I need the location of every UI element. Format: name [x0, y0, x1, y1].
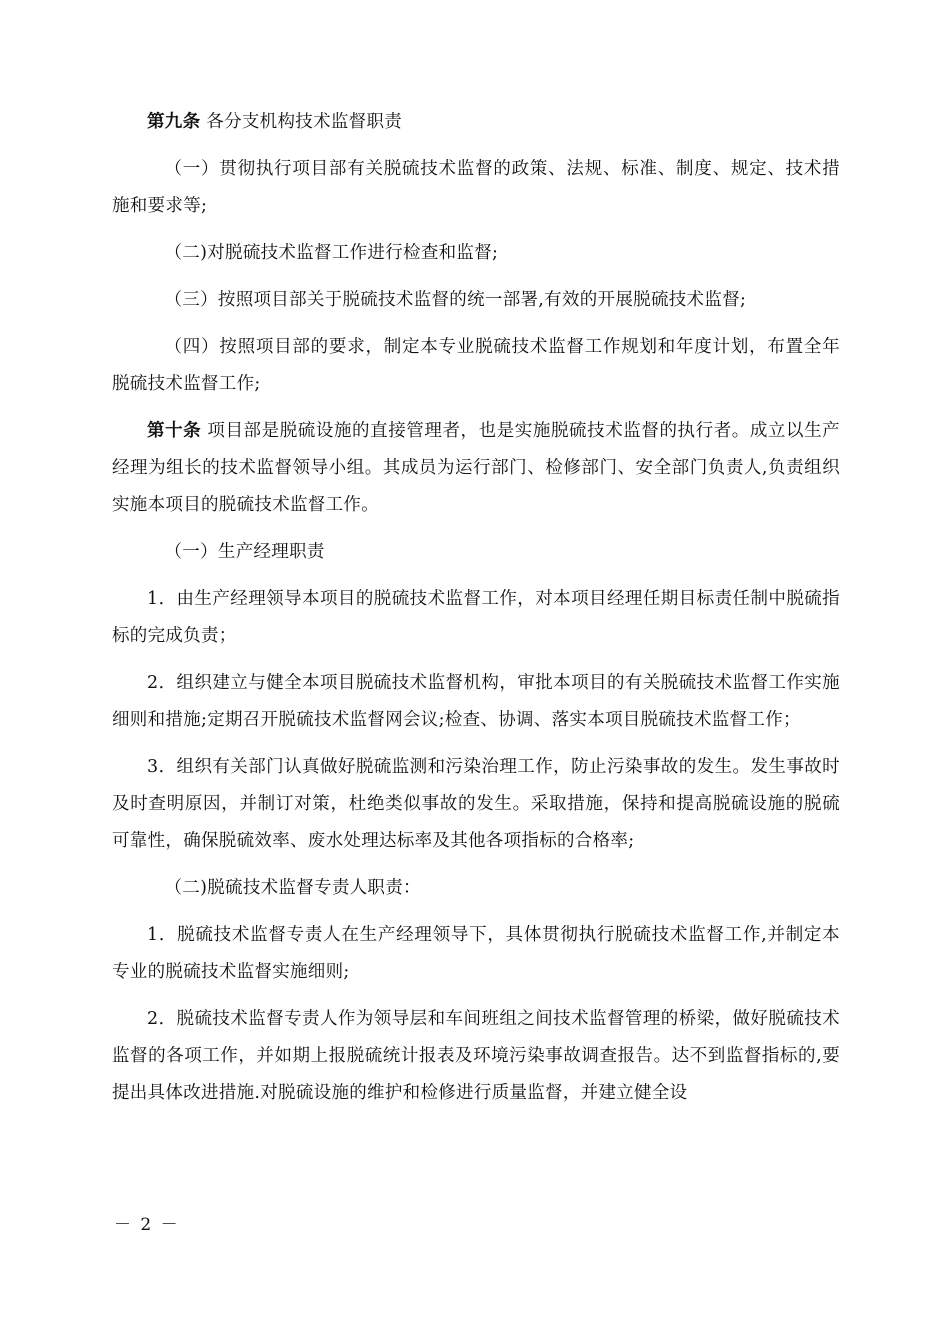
- article-9-text: 各分支机构技术监督职责: [200, 112, 403, 132]
- paragraph: （三）按照项目部关于脱硫技术监督的统一部署,有效的开展脱硫技术监督;: [164, 290, 747, 310]
- paragraph: 3．组织有关部门认真做好脱硫监测和污染治理工作，防止污染事故的发生。发生事故时及时查明原因，并制订对策，杜绝类似事故的发生。采取措施，保持和提高脱硫设施的脱硫可靠性，确保脱硫效率、废水处理达标率及其他各项指标的合格率;: [112, 757, 840, 851]
- article-10-title: [112, 413, 840, 524]
- paragraph: 1．脱硫技术监督专责人在生产经理领导下，具体贯彻执行脱硫技术监督工作,并制定本专业的脱硫技术监督实施细则;: [112, 925, 840, 982]
- document-body: [112, 104, 840, 1122]
- paragraph: 1．由生产经理领导本项目的脱硫技术监督工作，对本项目经理任期目标责任制中脱硫指标的完成负责；: [112, 589, 840, 646]
- paragraph: （二)对脱硫技术监督工作进行检查和监督;: [164, 243, 499, 263]
- page-number: － 2 －: [114, 1215, 180, 1235]
- section-heading: （一）生产经理职责: [164, 542, 325, 562]
- paragraph: 2．组织建立与健全本项目脱硫技术监督机构，审批本项目的有关脱硫技术监督工作实施细则和措施;定期召开脱硫技术监督网会议;检查、协调、落实本项目脱硫技术监督工作；: [112, 673, 840, 730]
- article-9-heading: 第九条: [147, 112, 201, 132]
- article-10-heading: 第十条: [147, 421, 202, 441]
- paragraph: （一）贯彻执行项目部有关脱硫技术监督的政策、法规、标准、制度、规定、技术措施和要求等;: [112, 159, 840, 216]
- paragraph: 2．脱硫技术监督专责人作为领导层和车间班组之间技术监督管理的桥梁，做好脱硫技术监督的各项工作，并如期上报脱硫统计报表及环境污染事故调查报告。达不到监督指标的,要提出具体改进措施.对脱硫设施的维护和检修进行质量监督，并建立健全设: [112, 1009, 840, 1103]
- paragraph: （四）按照项目部的要求，制定本专业脱硫技术监督工作规划和年度计划，布置全年脱硫技术监督工作;: [112, 337, 840, 394]
- article-9-title: [112, 104, 840, 141]
- section-heading: （二)脱硫技术监督专责人职责：: [164, 878, 421, 898]
- article-10-text: 项目部是脱硫设施的直接管理者，也是实施脱硫技术监督的执行者。成立以生产经理为组长的技术监督领导小组。其成员为运行部门、检修部门、安全部门负责人,负责组织实施本项目的脱硫技术监督工作。: [112, 421, 840, 515]
